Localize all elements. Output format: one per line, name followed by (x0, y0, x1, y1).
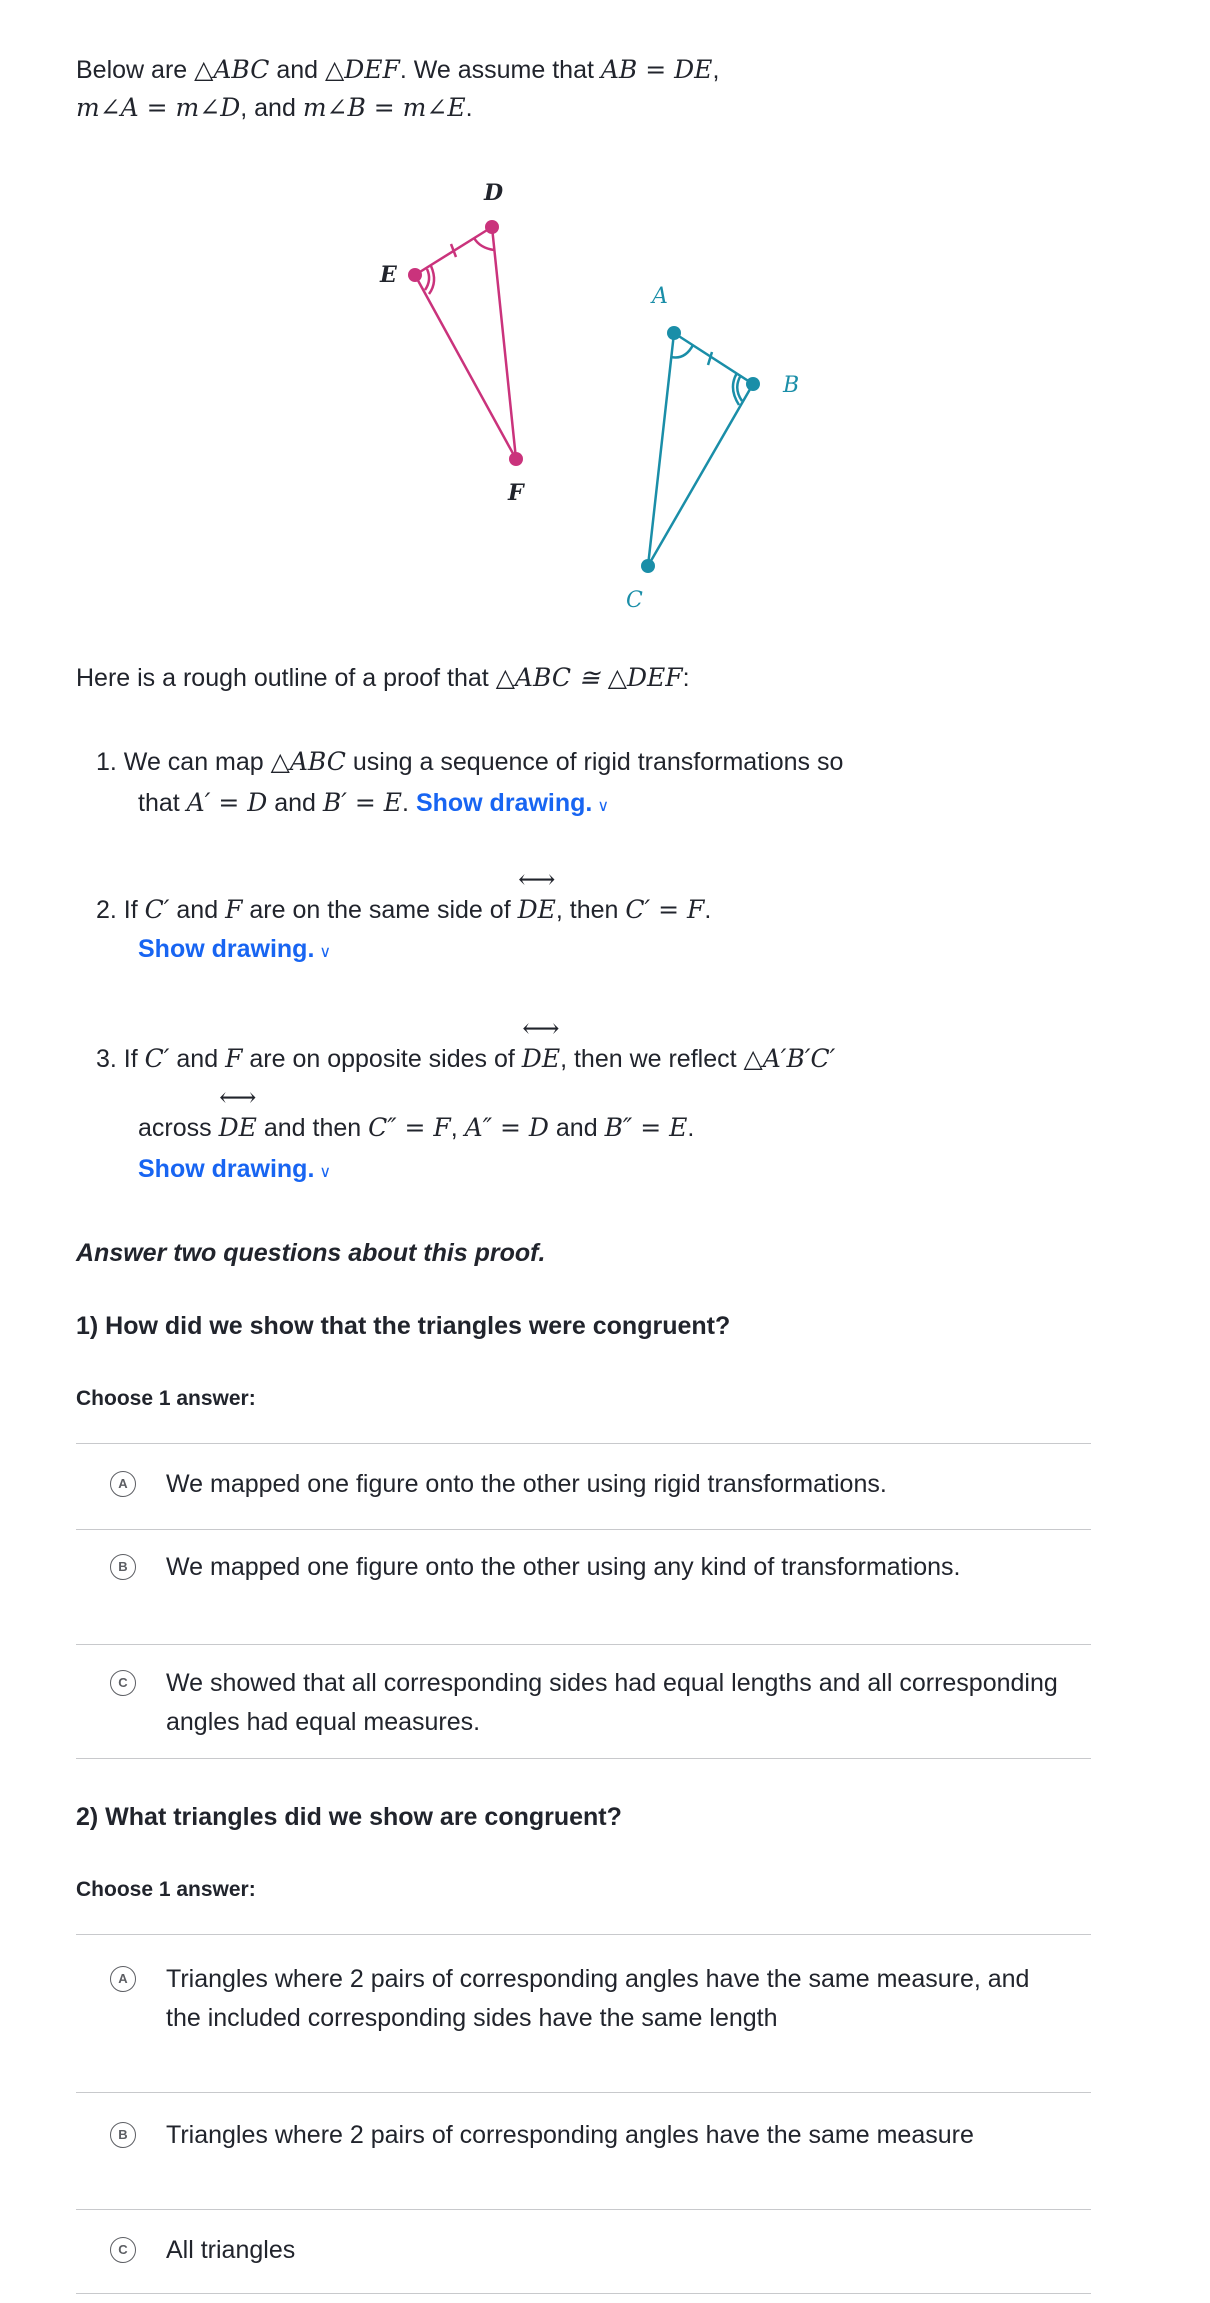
question-1-title: 1) How did we show that the triangles were congruent? (76, 1312, 731, 1340)
label-d: D (484, 180, 504, 206)
divider (76, 1529, 1091, 1530)
math-expression: F (225, 895, 243, 924)
text: , then we reflect (560, 1045, 744, 1073)
label-a: A (652, 284, 668, 309)
text: and then (256, 1114, 369, 1142)
math-expression: △A′B′C′ (743, 1044, 836, 1073)
text: and (267, 789, 323, 817)
math-expression: C′ = F (625, 895, 705, 924)
text: . (704, 896, 712, 924)
line-notation: ⟷ DE (518, 890, 556, 930)
line-notation: ⟷ DE (522, 1039, 560, 1079)
text: , (712, 56, 720, 84)
math-expression: AB = DE (600, 55, 713, 84)
line-notation: ⟷ DE (219, 1108, 257, 1148)
option-letter-b: B (110, 1554, 136, 1580)
label-e: E (380, 262, 397, 288)
math-expression: C″ = F (368, 1113, 451, 1142)
link-label: Show drawing. (138, 935, 315, 963)
text: . (687, 1114, 695, 1142)
text: are on opposite sides of (242, 1045, 522, 1073)
text: : (682, 664, 690, 692)
divider (76, 2293, 1091, 2294)
text: , and (240, 94, 303, 122)
step-1-line-2 (138, 783, 609, 827)
label-c: C (626, 588, 643, 613)
text: Here is a rough outline of a proof that (76, 664, 496, 692)
text: . (402, 789, 416, 817)
text: are on the same side of (242, 896, 518, 924)
intro-line-2 (76, 88, 473, 128)
question-2-title: 2) What triangles did we show are congruent? (76, 1803, 622, 1831)
math-expression: △ABC (270, 747, 346, 776)
question-1-option-a[interactable] (110, 1465, 1090, 1525)
point-c (641, 559, 655, 573)
angle-mark-e-inner (425, 269, 429, 290)
option-letter-b: B (110, 2122, 136, 2148)
question-1-option-c[interactable] (110, 1664, 1090, 1754)
angle-mark-d (474, 238, 494, 250)
outline-intro (76, 658, 690, 698)
text: that (138, 789, 187, 817)
chevron-down-icon: ∨ (319, 944, 332, 961)
point-a (667, 326, 681, 340)
math-expression: A″ = D (464, 1113, 549, 1142)
label-b: B (783, 373, 800, 398)
math-expression: B″ = E (604, 1113, 688, 1142)
triangle-abc-sides (648, 333, 753, 566)
step-3-line-2 (138, 1108, 694, 1148)
answer-prompt: Answer two questions about this proof. (76, 1239, 546, 1267)
text: , then (555, 896, 626, 924)
point-d (485, 220, 499, 234)
math-expression: A′ = D (186, 788, 268, 817)
triangle-def (415, 227, 516, 459)
divider (76, 2209, 1091, 2210)
text: Below are (76, 56, 195, 84)
option-text: All triangles (166, 2236, 296, 2264)
link-label: Show drawing. (138, 1155, 315, 1183)
text: and (169, 896, 226, 924)
math-expression: m∠B = m∠E (302, 93, 466, 122)
option-letter-a: A (110, 1471, 136, 1497)
question-2-option-b[interactable] (110, 2116, 1090, 2204)
intro-line-1 (76, 50, 719, 90)
math-expression: △ABC (194, 55, 270, 84)
question-2-choose-label: Choose 1 answer: (76, 1878, 256, 1901)
text: and (169, 1045, 226, 1073)
math-expression: B′ = E (322, 788, 403, 817)
step-1-line-1 (96, 742, 843, 782)
divider (76, 1443, 1091, 1444)
point-e (408, 268, 422, 282)
option-text: Triangles where 2 pairs of corresponding angles have the same measure, and the included corresponding sides have the same length (166, 1965, 1030, 2032)
option-text: Triangles where 2 pairs of corresponding angles have the same measure (166, 2121, 974, 2149)
angle-mark-a (671, 345, 693, 358)
question-2-option-a[interactable] (110, 1960, 1090, 2085)
text: , (450, 1114, 465, 1142)
option-letter-c: C (110, 1670, 136, 1696)
question-1-option-b[interactable] (110, 1548, 1090, 1638)
option-text: We mapped one figure onto the other using any kind of transformations. (166, 1553, 961, 1581)
point-b (746, 377, 760, 391)
option-letter-c: C (110, 2237, 136, 2263)
link-label: Show drawing. (415, 789, 593, 817)
math-expression: m∠A = m∠D (76, 93, 241, 122)
step-2-line-2 (138, 929, 331, 973)
option-letter-a: A (110, 1966, 136, 1992)
math-expression: C′ (144, 1044, 170, 1073)
step-3-line-3 (138, 1149, 331, 1193)
text: and (548, 1114, 605, 1142)
math-expression: C′ (144, 895, 170, 924)
question-1-choose-label: Choose 1 answer: (76, 1387, 256, 1410)
chevron-down-icon: ∨ (319, 1164, 332, 1181)
option-text: We showed that all corresponding sides had equal lengths and all corresponding angles had equal measures. (166, 1669, 1058, 1736)
label-f: F (508, 480, 524, 506)
option-text: We mapped one figure onto the other using rigid transformations. (166, 1470, 887, 1498)
text: 3. If (96, 1045, 145, 1073)
divider (76, 1758, 1091, 1759)
angle-mark-b-inner (737, 375, 742, 401)
math-expression: △DEF (324, 55, 400, 84)
triangles-figure (0, 160, 1210, 620)
text: . (465, 94, 473, 122)
text: using a sequence of rigid transformations so (345, 748, 844, 776)
step-3-line-1 (96, 1039, 835, 1079)
text: and (269, 56, 325, 84)
math-expression: △ABC ≅ △DEF (495, 663, 683, 692)
show-drawing-link[interactable] (138, 935, 331, 963)
triangle-abc (648, 333, 753, 566)
text: 1. We can map (96, 748, 271, 776)
divider (76, 1644, 1091, 1645)
text: 2. If (96, 896, 145, 924)
question-2-option-c[interactable] (110, 2231, 1090, 2281)
show-drawing-link[interactable] (416, 789, 609, 817)
show-drawing-link[interactable] (138, 1155, 331, 1183)
triangle-def-sides (415, 227, 516, 459)
divider (76, 1934, 1091, 1935)
divider (76, 2092, 1091, 2093)
text: . We assume that (399, 56, 601, 84)
text: across (138, 1114, 219, 1142)
chevron-down-icon: ∨ (597, 798, 610, 815)
point-f (509, 452, 523, 466)
math-expression: F (225, 1044, 243, 1073)
step-2-line-1 (96, 890, 711, 930)
